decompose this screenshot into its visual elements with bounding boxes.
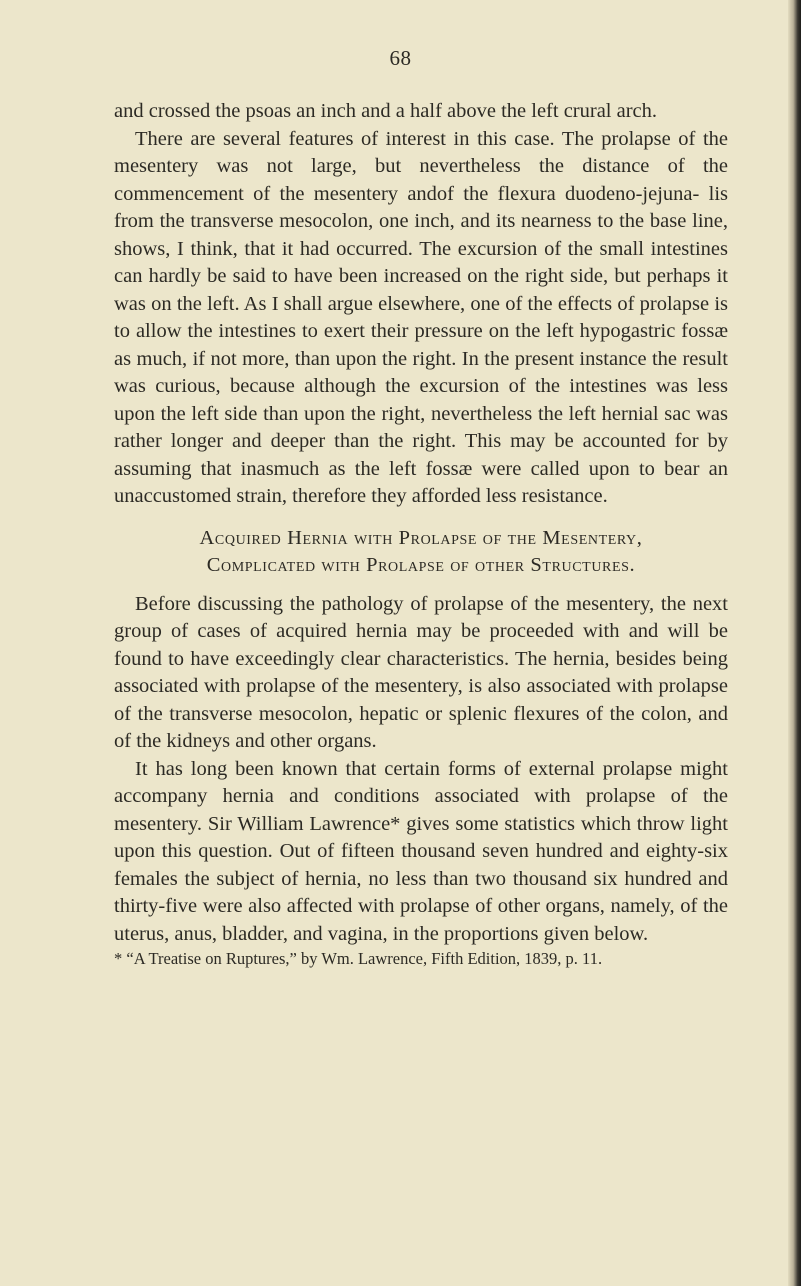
- section-heading-line-1: Acquired Hernia with Prolapse of the Mesentery,: [199, 526, 643, 549]
- paragraph-features: There are several features of interest in this case. The prolapse of the mesentery was not large, but nevertheless the distance of the commencement of the mesentery andof the flexura duodeno-jejuna- lis from the transverse mesocolon, one inch, and its nearness to the base line, shows, I think, that it had occurred. The excursion of the small intestines can hardly be said to have been increased on the right side, but perhaps it was on the left. As I shall argue elsewhere, one of the effects of prolapse is to allow the intestines to exert their pressure on the left hypogastric fossæ as much, if not more, than upon the right. In the present instance the result was curious, because although the excursion of the intestines was less upon the left side than upon the right, nevertheless the left hernial sac was rather longer and deeper than the right. This may be accounted for by assuming that inasmuch as the left fossæ were called upon to bear an unaccustomed strain, therefore they afforded less resistance.: [114, 127, 728, 507]
- section-heading-line-2: Complicated with Prolapse of other Structures.: [206, 553, 636, 576]
- page-number: 68: [389, 46, 412, 70]
- paragraph-pathology: Before discussing the pathology of prolapse of the mesentery, the next group of cases of acquired hernia may be proceeded with and will be found to have exceedingly clear characteristics. The hernia, besides being associated with prolapse of the mesentery, is also associated with prolapse of the transverse mesocolon, hepatic or splenic flexures of the colon, and of the kidneys and other organs.: [114, 592, 728, 752]
- page-edge-shadow: [788, 0, 801, 1286]
- section-heading: [114, 525, 728, 579]
- footnote: * “A Treatise on Ruptures,” by Wm. Lawrence, Fifth Edition, 1839, p. 11.: [114, 949, 603, 968]
- body-text: [114, 98, 728, 970]
- paragraph-continuation: and crossed the psoas an inch and a half above the left crural arch.: [114, 100, 658, 122]
- paragraph-statistics: It has long been known that certain forms of external prolapse might accompany hernia and conditions associated with prolapse of the mesentery. Sir William Lawrence* gives some statistics which throw light upon this question. Out of fifteen thousand seven hundred and eighty-six females the subject of hernia, no less than two thousand six hundred and thirty-five were also affected with prolapse of other organs, namely, of the uterus, anus, bladder, and vagina, in the proportions given below.: [114, 757, 728, 945]
